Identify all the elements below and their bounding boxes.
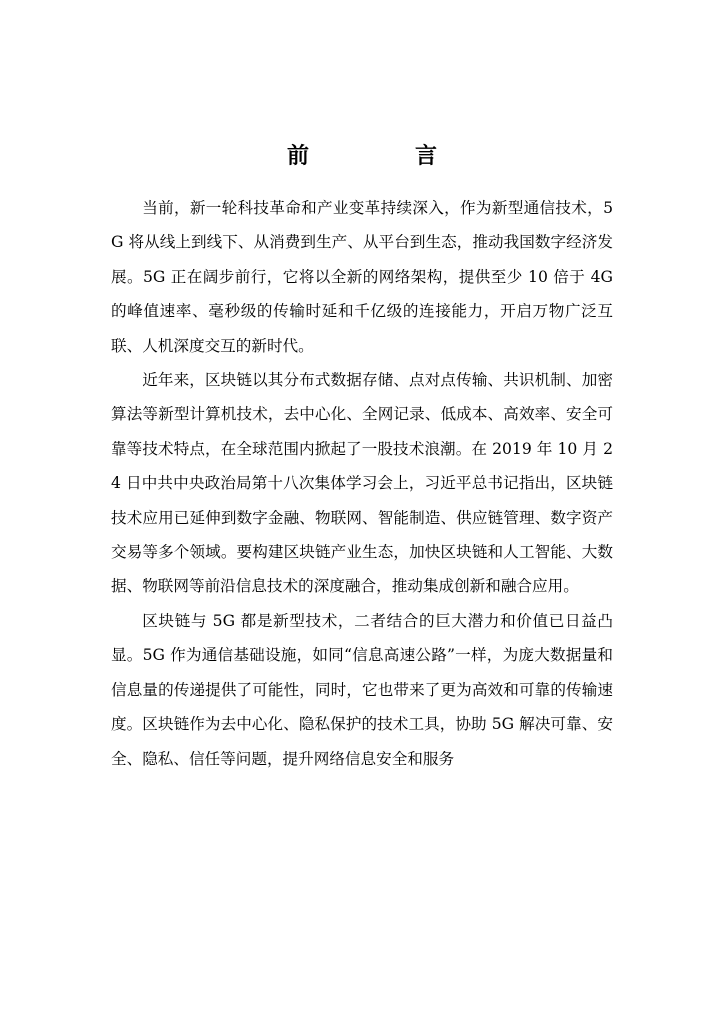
document-body [111, 191, 613, 776]
paragraph-5g-intro: 当前，新一轮科技革命和产业变革持续深入，作为新型通信技术，5G 将从线上到线下、从消费到生产、从平台到生态，推动我国数字经济发展。5G 正在阔步前行，它将以全新的网络架构，提供至少 10 倍于 4G 的峰值速率、毫秒级的传输时延和千亿级的连接能力，开启万物广泛互联、人机深度交互的新时代。 [111, 199, 613, 355]
paragraph-blockchain-intro: 近年来，区块链以其分布式数据存储、点对点传输、共识机制、加密算法等新型计算机技术，去中心化、全网记录、低成本、高效率、安全可靠等技术特点，在全球范围内掀起了一股技术浪潮。在 2019 年 10 月 24 日中共中央政治局第十八次集体学习会上，习近平总书记指出，区块链技术应用已延伸到数字金融、物联网、智能制造、供应链管理、数字资产交易等多个领域。要构建区块链产业生态，加快区块链和人工智能、大数据、物联网等前沿信息技术的深度融合，推动集成创新和融合应用。 [111, 371, 613, 596]
page-title: 前 言 [286, 143, 479, 169]
paragraph-blockchain-5g: 区块链与 5G 都是新型技术，二者结合的巨大潜力和价值已日益凸显。5G 作为通信基础设施，如同“信息高速公路”一样，为庞大数据量和信息量的传递提供了可能性，同时，它也带来了更为高效和可靠的传输速度。区块链作为去中心化、隐私保护的技术工具，协助 5G 解决可靠、安全、隐私、信任等问题，提升网络信息安全和服务 [111, 611, 613, 768]
